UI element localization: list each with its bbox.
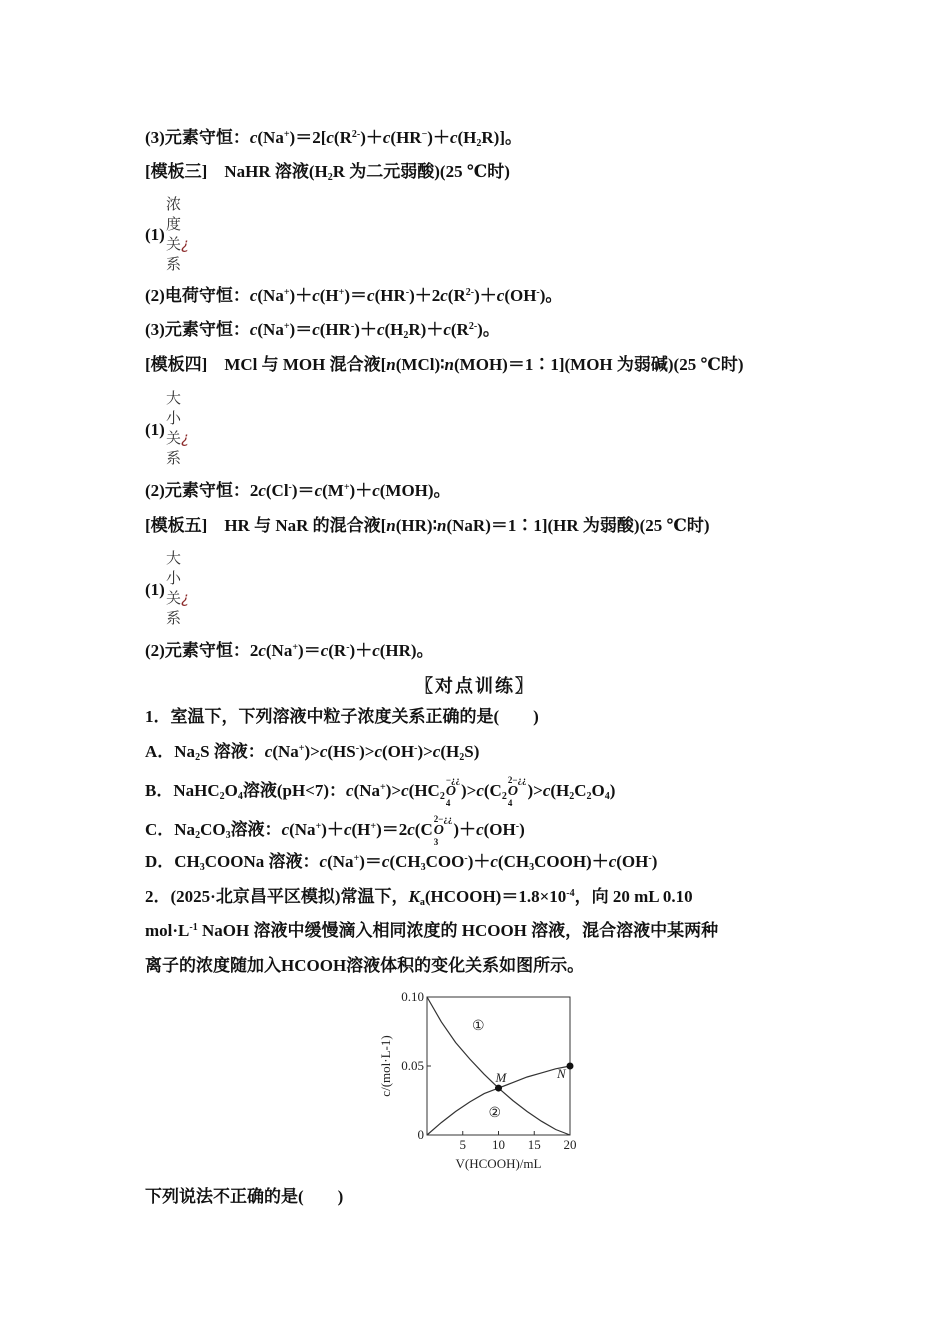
point-label: M <box>495 1070 507 1086</box>
x-axis-label: V(HCOOH)/mL <box>455 1156 542 1171</box>
x-tick-label: 10 <box>492 1137 505 1152</box>
stack-char: 系 <box>166 449 182 467</box>
t4-item2-element: (2)元素守恒：2c(Cl-)＝c(M+)＋c(MOH)。 <box>145 481 451 500</box>
t3-item2-charge: (2)电荷守恒：$c(Na^+)+c(H^+)=c(HR^-)+2c(R^{2-})+c(OH^-)$。 <box>145 286 563 305</box>
stack-char: 浓 <box>166 195 182 213</box>
y-tick-label: 0 <box>417 1127 424 1142</box>
t4-vertical-label <box>166 388 189 468</box>
y-tick-label: 0.05 <box>401 1058 424 1073</box>
data-point <box>495 1085 502 1092</box>
series-label: ② <box>488 1106 502 1122</box>
x-tick-label: 15 <box>527 1137 541 1152</box>
x-tick-label: 5 <box>459 1137 466 1152</box>
stack-char: 关¿ <box>166 235 189 253</box>
q2-line1: 2．(2025·北京昌平区模拟)常温下，$K_a(HCOOH)=1.8\times 10^{-4}$，向 20 mL 0.10 <box>145 887 693 908</box>
stack-char: 度 <box>166 215 182 233</box>
stack-char: 小 <box>166 409 182 427</box>
stack-char: 小 <box>166 569 182 587</box>
t5-item2-element: (2)元素守恒：2c(Na+)＝c(R-)＋c(HR)。 <box>145 641 434 660</box>
stack-char: 系 <box>166 609 182 627</box>
chart-svg <box>370 985 600 1175</box>
t3-vertical-label <box>166 194 189 274</box>
series-label: ① <box>472 1019 485 1035</box>
t4-item1-num: (1) <box>145 420 165 439</box>
point-label: N <box>557 1066 566 1081</box>
t3-item1-num: (1) <box>145 225 165 244</box>
q2-line2: $mol\cdot L^{-1}$ NaOH 溶液中缓慢滴入相同浓度的 HCOOH 溶液，混合溶液中某两种 <box>145 921 719 940</box>
expr: $c(Na^+)=2[c(R^{2-})+c(HR^-)+c(H_2R)]$。 <box>249 128 523 149</box>
q1-stem: 1．室温下，下列溶液中粒子浓度关系正确的是( ) <box>145 707 539 726</box>
line-label: (3)元素守恒： <box>145 128 250 147</box>
stack-char: 大 <box>166 389 182 407</box>
template-five-title: [模板五] HR 与 NaR 的混合液[n(HR)∶n(NaR)＝1∶1](HR 为弱酸)(25 ℃时) <box>145 516 710 535</box>
t3-item3-element: (3)元素守恒：$c(Na^+)=c(HR^-)+c(H_2R)+c(R^{2-})$。 <box>145 320 500 341</box>
q1-option-a: A．$Na_2S$ 溶液：$c(Na^+)>c(HS^-)>c(OH^-)>c(H_2S)$ <box>145 742 480 763</box>
stack-char: 关¿ <box>166 429 189 447</box>
x-tick-label: 20 <box>563 1137 577 1152</box>
stack-char: 关¿ <box>166 589 189 607</box>
data-point <box>567 1063 574 1070</box>
q1-option-c: C．$Na_2CO_3$溶液：c(Na+)＋c(H+)＝2c(C 2−¿¿ O 3 )＋c(OH-) <box>145 814 525 847</box>
concentration-chart <box>370 985 600 1175</box>
template-three-title: [模板三] NaHR 溶液($H_2R$ 为二元弱酸)(25 ℃时) <box>145 162 510 183</box>
y-tick-label: 0.10 <box>401 989 424 1004</box>
y-axis-label: c/(mol·L-1) <box>378 1035 393 1097</box>
q2-followup: 下列说法不正确的是( ) <box>145 1187 344 1206</box>
line-3-element-conservation <box>145 127 522 149</box>
t5-item1-num: (1) <box>145 580 165 599</box>
q1-option-d: D．$CH_3COONa$ 溶液：$c(Na^+)=c(CH_3COO^-)+c(CH_3COOH)+c(OH^-)$ <box>145 852 658 873</box>
stack-char: 系 <box>166 255 182 273</box>
section-title: 〖对点训练〗 <box>415 676 535 697</box>
t5-vertical-label <box>166 548 189 628</box>
stack-char: 大 <box>166 549 182 567</box>
q2-line3: 离子的浓度随加入HCOOH溶液体积的变化关系如图所示。 <box>145 956 585 975</box>
q1-option-b: B．$NaHC_2O_4$溶液(pH<7)：$c(Na^+)>c(HC_2$ −¿¿ O 4 )$>c(C_2$ 2−¿¿ O 4 )$>c(H_2C_2O_4)$ <box>145 775 616 808</box>
template-four-title: [模板四] MCl 与 MOH 混合液[n(MCl)∶n(MOH)＝1∶1](MOH 为弱碱)(25 ℃时) <box>145 355 744 374</box>
